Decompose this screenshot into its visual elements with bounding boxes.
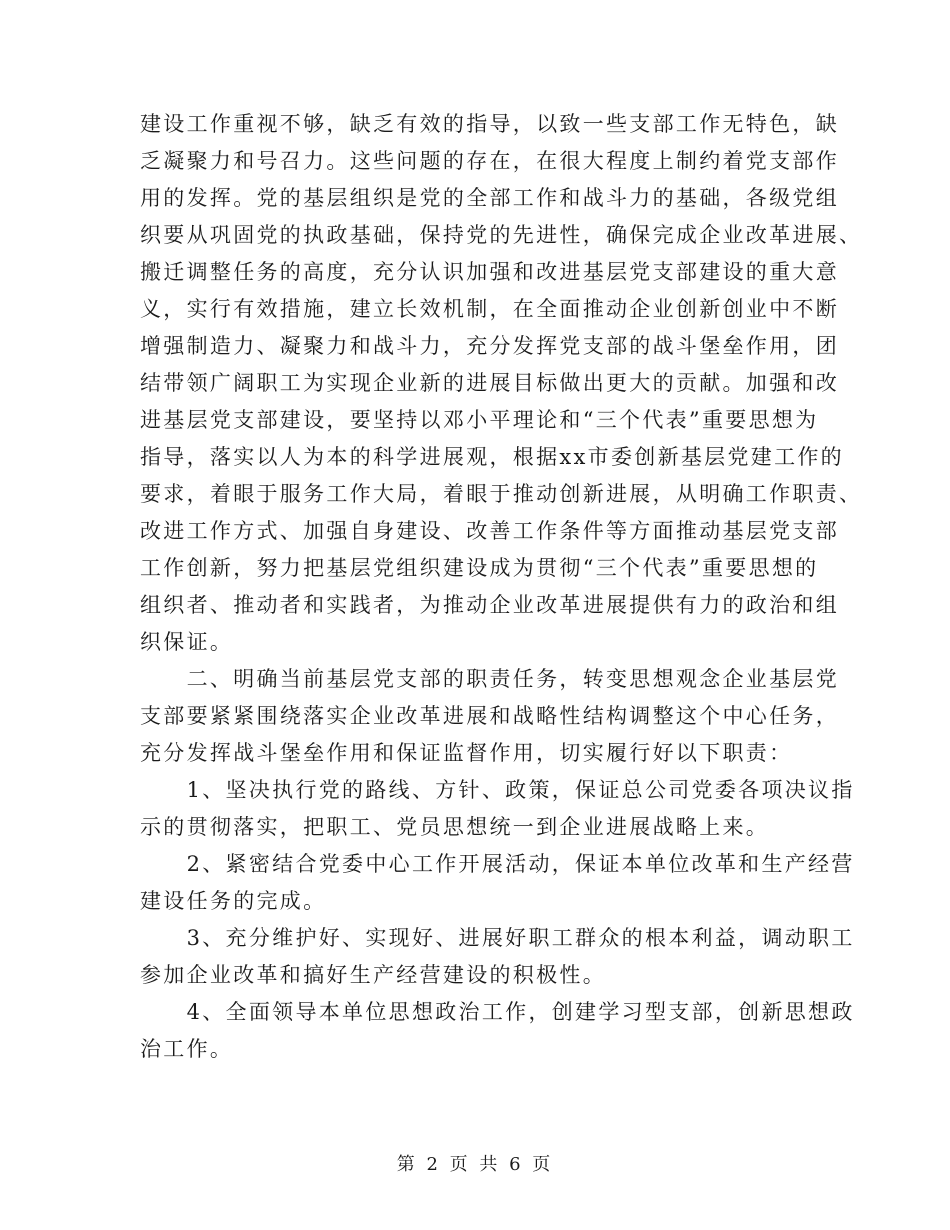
text-line: 建设任务的完成。 bbox=[140, 889, 327, 913]
text-line: 充分发挥战斗堡垒作用和保证监督作用，切实履行好以下职责： bbox=[140, 741, 793, 765]
text-line: 组织者、推动者和实践者，为推动企业改革进展提供有力的政治和组 bbox=[140, 593, 839, 617]
page-number-footer: 第 2 页 共 6 页 bbox=[396, 1154, 554, 1175]
text-line: 改进工作方式、加强自身建设、改善工作条件等方面推动基层党支部 bbox=[140, 519, 839, 543]
text-line: 示的贯彻落实，把职工、党员思想统一到企业进展战略上来。 bbox=[140, 815, 770, 839]
text-line: 织要从巩固党的执政基础，保持党的先进性，确保完成企业改革进展、 bbox=[140, 223, 863, 247]
text-line: 结带领广阔职工为实现企业新的进展目标做出更大的贡献。加强和改 bbox=[140, 371, 839, 395]
text-line: 二、明确当前基层党支部的职责任务，转变思想观念企业基层党 bbox=[140, 667, 839, 691]
text-line: 指导，落实以人为本的科学进展观，根据xx市委创新基层党建工作的 bbox=[140, 445, 844, 469]
text-line: 搬迁调整任务的高度，充分认识加强和改进基层党支部建设的重大意 bbox=[140, 260, 839, 284]
text-line: 增强制造力、凝聚力和战斗力，充分发挥党支部的战斗堡垒作用，团 bbox=[140, 334, 839, 358]
text-line: 支部要紧紧围绕落实企业改革进展和战略性结构调整这个中心任务， bbox=[140, 704, 839, 728]
text-line: 义，实行有效措施，建立长效机制，在全面推动企业创新创业中不断 bbox=[140, 297, 839, 321]
text-line: 要求，着眼于服务工作大局，着眼于推动创新进展，从明确工作职责、 bbox=[140, 482, 863, 506]
text-line: 乏凝聚力和号召力。这些问题的存在，在很大程度上制约着党支部作 bbox=[140, 149, 839, 173]
text-line: 建设工作重视不够，缺乏有效的指导，以致一些支部工作无特色，缺 bbox=[140, 112, 839, 136]
text-line: 参加企业改革和搞好生产经营建设的积极性。 bbox=[140, 963, 606, 987]
text-line: 进基层党支部建设，要坚持以邓小平理论和“三个代表”重要思想为 bbox=[140, 408, 819, 432]
text-line: 3、充分维护好、实现好、进展好职工群众的根本利益，调动职工 bbox=[140, 926, 855, 950]
text-line: 4、全面领导本单位思想政治工作，创建学习型支部，创新思想政 bbox=[140, 1000, 855, 1024]
text-line: 2、紧密结合党委中心工作开展活动，保证本单位改革和生产经营 bbox=[140, 852, 855, 876]
body-text bbox=[140, 106, 863, 1068]
text-line: 治工作。 bbox=[140, 1037, 234, 1061]
text-line: 用的发挥。党的基层组织是党的全部工作和战斗力的基础，各级党组 bbox=[140, 186, 839, 210]
text-line: 工作创新，努力把基层党组织建设成为贯彻“三个代表”重要思想的 bbox=[140, 556, 819, 580]
text-line: 织保证。 bbox=[140, 630, 234, 654]
text-line: 1、坚决执行党的路线、方针、政策，保证总公司党委各项决议指 bbox=[140, 778, 855, 802]
